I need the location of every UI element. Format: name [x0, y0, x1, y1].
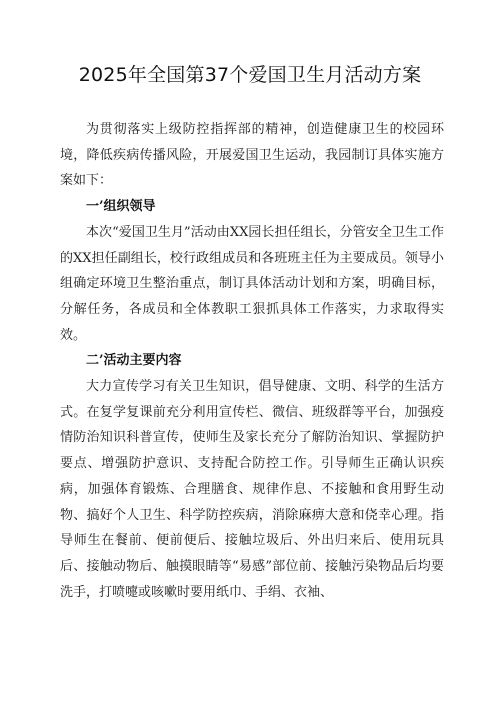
activities-paragraph: 大力宣传学习有关卫生知识，倡导健康、文明、科学的生活方式。在复学复课前充分利用宣传栏、微信、班级群等平台，加强疫情防治知识科普宣传，使师生及家长充分了解防治知识、掌握防护要点、增强防护意识、支持配合防控工作。引导师生正确认识疾病，加强体育锻炼、合理膳食、规律作息、不接触和食用野生动物、搞好个人卫生、科学防控疾病，消除麻痹大意和侥幸心理。指导师生在餐前、便前便后、接触垃圾后、外出归来后、使用玩具后、接触动物后、触摸眼睛等“易感”部位前、接触污染物品后均要洗手，打喷嚏或咳嗽时要用纸巾、手绢、衣袖、 [60, 379, 444, 600]
organization-paragraph: 本次“爱国卫生月”活动由XX园长担任组长，分管安全卫生工作的XX担任副组长，校行政组成员和各班班主任为主要成员。领导小组确定环境卫生整治重点，制订具体活动计划和方案，明确目标，分解任务，各成员和全体教职工狠抓具体工作落实，力求取得实效。 [60, 224, 444, 343]
document-body [60, 117, 444, 605]
document-title: 2025年全国第37个爱国卫生月活动方案 [78, 64, 422, 86]
section-heading-organization: 一’组织领导 [86, 199, 156, 215]
section-heading-activities: 二’活动主要内容 [86, 353, 182, 369]
intro-paragraph: 为贯彻落实上级防控指挥部的精神，创造健康卫生的校园环境，降低疾病传播风险，开展爱国卫生运动，我园制订具体实施方案如下： [60, 122, 444, 189]
